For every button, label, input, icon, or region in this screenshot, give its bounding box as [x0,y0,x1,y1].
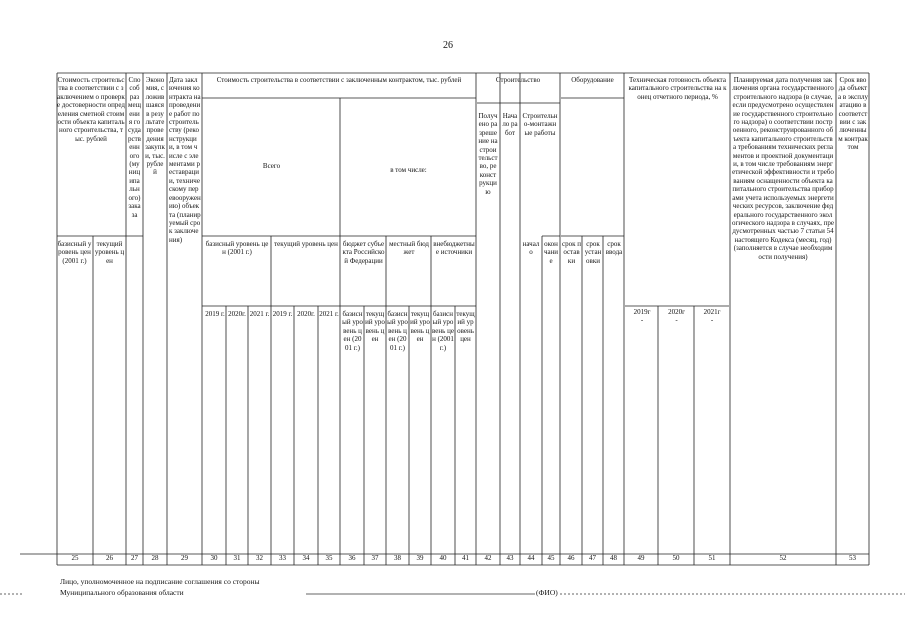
col-number: 30 [210,554,218,562]
local-cur: текущий уровень цен [410,310,430,344]
year-2020-cur: 2020г. [297,310,315,318]
col-number: 33 [279,554,286,562]
col-number: 28 [151,554,159,562]
header-cur-level2: текущий уровень цен [274,240,338,248]
col-number: 25 [71,554,79,562]
signatory-line-1: Лицо, уполномоченное на подписание соглашения со стороны [60,577,260,586]
header-contract-cost: Стоимость строительства в соответствии с заключенным контрактом, тыс. рублей [216,76,462,84]
col-number: 47 [589,554,596,562]
col-number: 34 [302,554,310,562]
header-end: окончание [543,240,559,265]
header-cur-level: текущий уровень цен [94,240,125,265]
col-number: 43 [506,554,514,562]
local-base: базисный уровень цен (2001 г.) [387,310,408,352]
col-number: 44 [527,554,535,562]
header-construction: Строительство [495,76,541,84]
col-number: 45 [547,554,555,562]
col-number: 26 [106,554,113,562]
header-works: Строительно-монтажные работы [522,112,558,137]
col-number: 37 [371,554,379,562]
tech-2019: 2019г [633,308,651,316]
regional-cur: текущий уровень цен [365,310,385,344]
header-cost-conclusion: Стоимость строительства в соответствии с заключением о проверке достоверности определения сметной стоимости объекта капитального строительства, тыс. рублей [57,76,125,143]
extra-base: базисный уровень цен (2001 г.) [432,310,454,352]
tech-2019-dash: - [640,316,644,324]
col-number: 27 [131,554,138,562]
header-c28: Экономия, сложившаяся в результате проведения закупки, тыс. рублей [145,76,165,177]
header-base-level: базисный уровень цен (2001 г.) [57,240,92,265]
header-local: местный бюджет [389,240,429,257]
col-number: 53 [849,554,856,562]
regional-base: базисный уровень цен (2001 г.) [342,310,363,352]
col-number: 42 [484,554,492,562]
header-equipment: Оборудование [571,76,614,84]
tech-2020: 2020г [668,308,685,316]
year-2019-base: 2019 г. [205,310,225,318]
year-2020-base: 2020г. [228,310,246,318]
header-c29: Дата заключения контракта на проведение работ по строительству (реконструкции, в том числе с элементами реставрации, техническому перевооружению) объекта (планируемый срок заключения) [169,76,201,244]
tech-2020-dash: - [675,316,678,324]
header-e46: срок поставки [562,240,581,265]
col-number: 40 [439,554,447,562]
header-base-level2: базисный уровень цен (2001 г.) [205,240,269,257]
col-number: 41 [462,554,469,562]
header-total: Всего [262,162,281,170]
header-c27: Способ размещения государственного (муниципального) заказа [128,76,141,219]
header-regional: бюджет субъекта Российской Федерации [342,240,385,265]
header-e48: срок ввода [605,240,623,257]
col-number: 29 [181,554,188,562]
header-start: начало [522,240,540,257]
header-plan: Планируемая дата получения заключения органа государственного строительного надзора (в случае, если предусмотрено осуществление государственного строительного надзора) о соответствии построенного, реконструированного объекта капитального строительства требованиям технических регламентов и проектной документации, в том числе требованиям энергетической эффективности и требованиям оснащенности объекта капитального строительства приборами учета используемых энергетических ресурсов, заключение федерального государственного экологического надзора в случаях, предусмотренных частью 7 статьи 54 настоящего Кодекса (месяц, год) (заполняется в случае необходимости получения) [732,76,834,261]
header-incl: в том числе: [390,166,427,174]
tech-2021-dash: - [710,316,714,324]
col-number: 38 [394,554,401,562]
col-number: 52 [779,554,787,562]
tech-2021: 2021г [703,308,721,316]
header-commission: Срок ввода объекта в эксплуатацию в соответствии с заключенным контрактом [838,76,868,152]
header-tech: Техническая готовность объекта капитального строительства на конец отчетного периода, % [628,76,727,101]
year-2021-cur: 2021 г. [319,310,339,318]
col-number: 35 [325,554,333,562]
year-2019-cur: 2019 г. [272,310,293,318]
extra-cur: текущий уровень цен [456,310,475,344]
page-number: 26 [443,40,453,51]
signatory-line-2: Муниципального образования области [60,588,184,597]
col-number: 36 [348,554,356,562]
col-number: 48 [610,554,617,562]
col-number: 50 [672,554,680,562]
col-number: 39 [416,554,424,562]
fio-label: (ФИО) [536,588,558,597]
year-2021-base: 2021 г. [249,310,270,318]
header-e47: срок установки [584,240,602,265]
col-number: 51 [708,554,716,562]
col-number: 31 [233,554,241,562]
col-number: 32 [256,554,263,562]
col-number: 46 [567,554,575,562]
col-number: 49 [637,554,645,562]
header-extra: внебюджетные источники [433,240,475,257]
header-c42: Получено разрешение на строительство, реконструкцию [478,112,498,196]
header-c43: Начало работ [502,112,518,137]
